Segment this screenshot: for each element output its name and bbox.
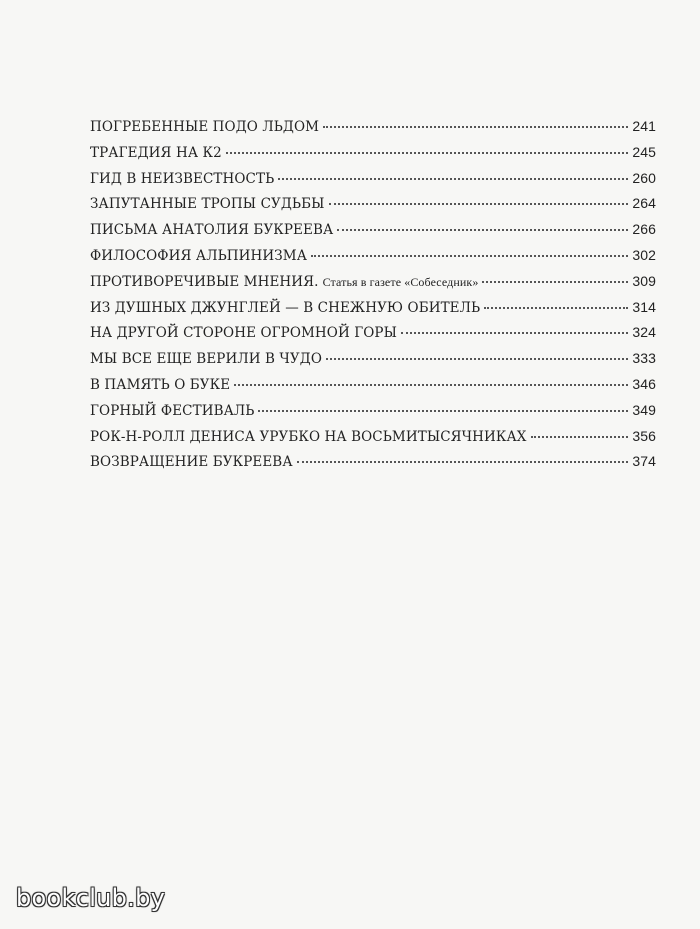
toc-entry-page: 260 xyxy=(632,169,656,186)
toc-entry-page: 374 xyxy=(632,453,656,470)
toc-entry-title: ВОЗВРАЩЕНИЕ БУКРЕЕВА xyxy=(90,454,293,471)
toc-entry-title: ПИСЬМА АНАТОЛИЯ БУКРЕЕВА xyxy=(90,222,334,239)
toc-entry xyxy=(90,144,656,170)
toc-entry-title: ГОРНЫЙ ФЕСТИВАЛЬ xyxy=(90,402,255,419)
dot-leader xyxy=(323,126,628,128)
toc-entry-title: НА ДРУГОЙ СТОРОНЕ ОГРОМНОЙ ГОРЫ xyxy=(90,325,398,342)
watermark: bookclub.by xyxy=(16,884,166,912)
toc-entry-page: 241 xyxy=(632,118,656,134)
dot-leader xyxy=(278,178,628,180)
toc-entry-page: 264 xyxy=(632,195,656,212)
toc-entry-title: ЗАПУТАННЫЕ ТРОПЫ СУДЬБЫ xyxy=(90,196,325,213)
toc-entry-page: 309 xyxy=(632,272,656,289)
toc-entry xyxy=(90,247,656,273)
dot-leader xyxy=(226,152,629,154)
dot-leader xyxy=(337,229,628,231)
toc-entry-page: 302 xyxy=(632,246,656,263)
toc-entry-page: 346 xyxy=(632,375,656,392)
toc-entry-page: 333 xyxy=(632,350,656,367)
toc-entry-note: Статья в газете «Собеседник» xyxy=(322,274,479,289)
toc-entry xyxy=(90,273,656,299)
dot-leader xyxy=(234,384,628,386)
toc-entry-title: РОК-Н-РОЛЛ ДЕНИСА УРУБКО НА ВОСЬМИТЫСЯЧНИКАХ xyxy=(90,428,527,445)
dot-leader xyxy=(401,332,628,334)
toc-entry-page: 245 xyxy=(632,143,656,160)
toc-entry xyxy=(90,324,656,350)
toc-entry-title: ИЗ ДУШНЫХ ДЖУНГЛЕЙ — В СНЕЖНУЮ ОБИТЕЛЬ xyxy=(90,299,481,316)
toc-entry-title: ГИД В НЕИЗВЕСТНОСТЬ xyxy=(90,170,275,187)
dot-leader xyxy=(311,255,628,257)
toc-entry-title: ПОГРЕБЕННЫЕ ПОДО ЛЬДОМ xyxy=(90,119,320,135)
toc-entry xyxy=(90,195,656,221)
toc-entry xyxy=(90,221,656,247)
toc-entry-title: ПРОТИВОРЕЧИВЫЕ МНЕНИЯ. xyxy=(90,273,319,290)
dot-leader xyxy=(482,281,628,283)
toc-entry xyxy=(90,299,656,325)
toc-entry xyxy=(90,170,656,196)
toc-entry xyxy=(90,118,656,144)
toc-entry-page: 349 xyxy=(632,401,656,418)
toc-entry-page: 356 xyxy=(632,427,656,444)
dot-leader xyxy=(484,307,628,309)
dot-leader xyxy=(531,436,629,438)
dot-leader xyxy=(326,358,628,360)
toc-entry xyxy=(90,428,656,454)
dot-leader xyxy=(258,410,628,412)
table-of-contents xyxy=(90,118,656,479)
toc-entry xyxy=(90,402,656,428)
toc-entry-title: ТРАГЕДИЯ НА К2 xyxy=(90,144,222,161)
dot-leader xyxy=(329,203,629,205)
toc-entry-title: ФИЛОСОФИЯ АЛЬПИНИЗМА xyxy=(90,247,308,264)
toc-entry xyxy=(90,376,656,402)
toc-entry-title: МЫ ВСЕ ЕЩЕ ВЕРИЛИ В ЧУДО xyxy=(90,351,323,368)
toc-entry xyxy=(90,350,656,376)
toc-entry-page: 314 xyxy=(632,298,656,315)
toc-entry-page: 266 xyxy=(632,221,656,238)
dot-leader xyxy=(297,461,629,463)
toc-entry-title: В ПАМЯТЬ О БУКЕ xyxy=(90,376,231,393)
toc-entry xyxy=(90,453,656,479)
toc-entry-page: 324 xyxy=(632,324,656,341)
